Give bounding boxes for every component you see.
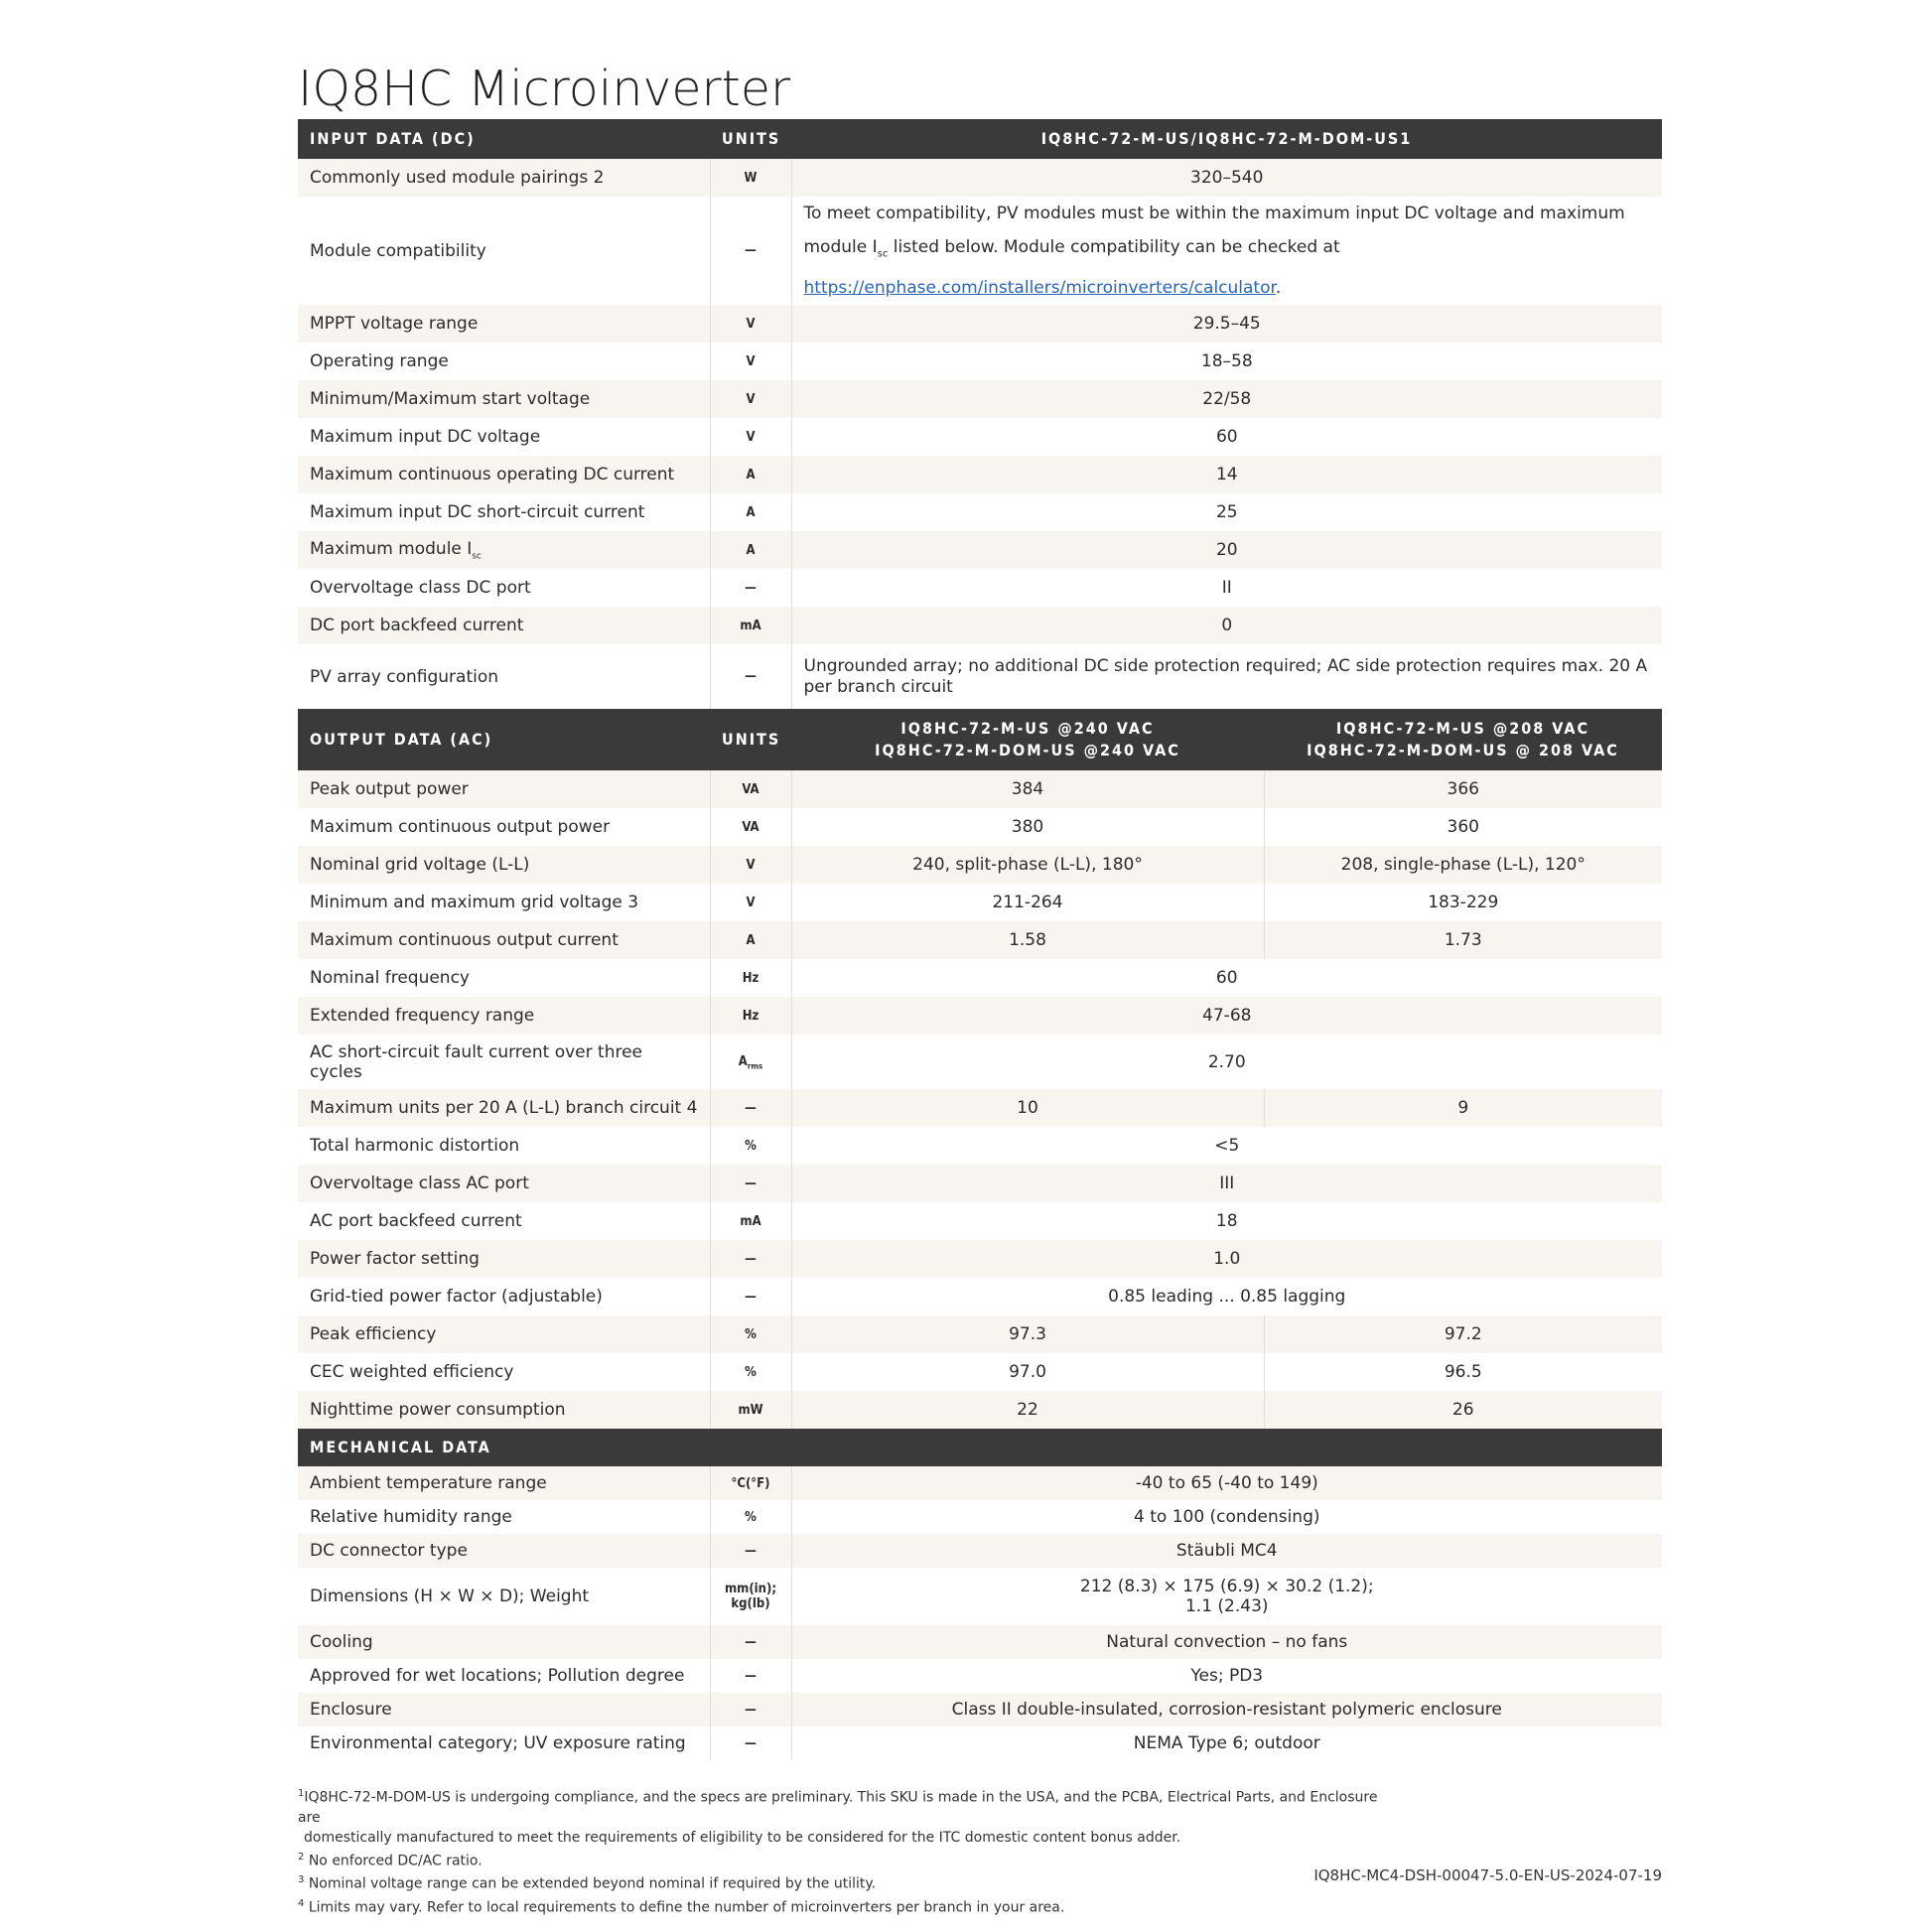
input-header-units: UNITS — [710, 119, 791, 159]
row-unit-text: — — [745, 1251, 757, 1267]
table-row — [298, 1625, 1662, 1659]
footnote-2: $^2$ No enforced DC/AC ratio. — [298, 1851, 483, 1869]
row-label — [298, 159, 710, 197]
row-unit-text: — — [745, 1702, 757, 1718]
row-label-text: DC port backfeed current — [310, 616, 524, 636]
row-value-text: -40 to 65 (-40 to 149) — [1135, 1473, 1318, 1494]
row-unit — [710, 1625, 791, 1659]
table-row — [298, 305, 1662, 343]
row-unit — [710, 1534, 791, 1568]
row-value-240: 384 — [791, 770, 1264, 808]
row-label-text: Maximum continuous operating DC current — [310, 465, 675, 485]
row-value — [791, 1726, 1662, 1760]
page-title: IQ8HC Microinverter — [298, 61, 791, 117]
row-value-240: 97.0 — [791, 1353, 1264, 1391]
table-row — [298, 884, 1662, 921]
row-unit-text: — — [745, 1100, 757, 1116]
row-unit: W — [710, 159, 791, 197]
row-label — [298, 305, 710, 343]
input-data-table — [298, 119, 1662, 709]
row-unit: — — [710, 644, 791, 709]
row-label: CEC weighted efficiency — [298, 1353, 710, 1391]
row-unit — [710, 884, 791, 921]
row-value-208: 183-229 — [1264, 884, 1662, 921]
output-header-208 — [1264, 709, 1662, 770]
row-value — [791, 1659, 1662, 1693]
output-header-240-line2: IQ8HC-72-M-DOM-US @240 VAC — [875, 741, 1180, 760]
row-unit — [710, 1035, 791, 1089]
row-unit — [710, 1089, 791, 1127]
row-value-text: Yes; PD3 — [1190, 1666, 1264, 1687]
table-row — [298, 1035, 1662, 1089]
table-row — [298, 1353, 1662, 1391]
row-unit — [710, 1165, 791, 1202]
row-unit — [710, 1353, 791, 1391]
table-row — [298, 197, 1662, 305]
row-unit-text: mW — [738, 1402, 763, 1418]
footnote-1: $^1$IQ8HC-72-M-DOM-US is undergoing compliance, and the specs are preliminary. This SKU is made in the USA, and the PCBA, Electrical Parts, and Enclosure are domestically manufactured to meet the requirements of eligibility to be considered for the ITC domestic content bonus adder. — [298, 1788, 1378, 1846]
input-header-label: INPUT DATA (DC) — [298, 119, 710, 159]
row-label — [298, 197, 710, 305]
output-data-table — [298, 709, 1662, 1429]
row-value — [791, 1534, 1662, 1568]
row-unit-text: % — [745, 1326, 757, 1342]
row-value-text-2: 1.1 (2.43) — [1184, 1596, 1269, 1617]
row-unit: A — [710, 456, 791, 493]
row-label — [298, 418, 710, 456]
table-row — [298, 921, 1662, 959]
output-header-units: UNITS — [710, 709, 791, 770]
row-unit-text: Hz — [742, 970, 759, 986]
footnote-3: $^3$ Nominal voltage range can be extended beyond nominal if required by the utility. — [298, 1874, 877, 1892]
row-value-208: 360 — [1264, 808, 1662, 846]
table-row — [298, 1127, 1662, 1165]
row-value — [791, 1500, 1662, 1534]
row-unit-text-2: kg(lb) — [731, 1596, 770, 1612]
table-row — [298, 1466, 1662, 1500]
row-unit — [710, 1315, 791, 1353]
row-unit — [710, 1391, 791, 1429]
table-row — [298, 569, 1662, 607]
row-unit-text: VA — [742, 819, 759, 835]
row-value: 60 — [791, 418, 1662, 456]
row-value-sub: sc — [877, 248, 889, 260]
row-label: Relative humidity range — [298, 1500, 710, 1534]
row-unit-text: % — [745, 1364, 757, 1380]
output-header-240 — [791, 709, 1264, 770]
table-row — [298, 1568, 1662, 1625]
row-value-208: 97.2 — [1264, 1315, 1662, 1353]
row-unit-text: V — [746, 895, 756, 910]
row-value: 18 — [791, 1202, 1662, 1240]
row-value-208: 1.73 — [1264, 921, 1662, 959]
row-unit — [710, 1278, 791, 1315]
row-unit: — — [710, 197, 791, 305]
row-unit — [710, 1127, 791, 1165]
row-label: Environmental category; UV exposure rating — [298, 1726, 710, 1760]
row-label: Power factor setting — [298, 1240, 710, 1278]
row-label-text: Module compatibility — [310, 240, 486, 261]
row-unit-text: Hz — [742, 1008, 759, 1024]
row-value-208: 26 — [1264, 1391, 1662, 1429]
row-value: 60 — [791, 959, 1662, 997]
table-row — [298, 343, 1662, 380]
row-value: II — [791, 569, 1662, 607]
row-value: 22/58 — [791, 380, 1662, 418]
row-value-text: To meet compatibility, PV modules must be within the maximum input DC voltage and maximum module I — [803, 204, 1625, 257]
row-unit: V — [710, 343, 791, 380]
row-unit-text: — — [745, 1289, 757, 1305]
row-unit — [710, 1202, 791, 1240]
row-label: Maximum continuous output current — [298, 921, 710, 959]
datasheet-page — [298, 60, 1662, 1760]
footnotes — [298, 1784, 1390, 1918]
row-value-240: 240, split-phase (L-L), 180° — [791, 846, 1264, 884]
row-label: Enclosure — [298, 1693, 710, 1726]
row-label: Nominal frequency — [298, 959, 710, 997]
row-unit-text: °C(°F) — [731, 1475, 770, 1491]
row-unit-text: — — [745, 1634, 757, 1650]
row-unit — [710, 1500, 791, 1534]
row-label-text: Maximum input DC short-circuit current — [310, 502, 645, 523]
row-value: 1.0 — [791, 1240, 1662, 1278]
row-label: Overvoltage class AC port — [298, 1165, 710, 1202]
row-unit-text: A — [746, 932, 756, 948]
row-value — [791, 1693, 1662, 1726]
table-row — [298, 1534, 1662, 1568]
table-row — [298, 418, 1662, 456]
row-value-text: Natural convection – no fans — [1106, 1632, 1348, 1653]
row-unit-text: % — [745, 1509, 757, 1525]
row-label — [298, 569, 710, 607]
row-label — [298, 607, 710, 644]
row-unit — [710, 1726, 791, 1760]
row-label: DC connector type — [298, 1534, 710, 1568]
table-row — [298, 1165, 1662, 1202]
row-unit: V — [710, 305, 791, 343]
row-value-text: 212 (8.3) × 175 (6.9) × 30.2 (1.2); — [1079, 1577, 1374, 1597]
table-row — [298, 493, 1662, 531]
table-row — [298, 1315, 1662, 1353]
document-id: IQ8HC-MC4-DSH-00047-5.0-EN-US-2024-07-19 — [1313, 1866, 1662, 1884]
row-value: 20 — [791, 531, 1662, 569]
row-value-text: Stäubli MC4 — [1175, 1541, 1278, 1562]
row-label-text: Maximum module I — [310, 539, 473, 560]
row-label: Nighttime power consumption — [298, 1391, 710, 1429]
table-row — [298, 1500, 1662, 1534]
row-value — [791, 1466, 1662, 1500]
output-header-208-line2: IQ8HC-72-M-DOM-US @ 208 VAC — [1307, 741, 1619, 760]
table-row — [298, 770, 1662, 808]
table-row — [298, 959, 1662, 997]
row-value-240: 10 — [791, 1089, 1264, 1127]
table-row — [298, 1391, 1662, 1429]
row-label: AC short-circuit fault current over three cycles — [298, 1035, 710, 1089]
row-value: 29.5–45 — [791, 305, 1662, 343]
row-unit-text: V — [746, 857, 756, 873]
row-unit-text: mA — [740, 1213, 761, 1229]
row-unit — [710, 1466, 791, 1500]
table-row — [298, 1202, 1662, 1240]
table-row — [298, 997, 1662, 1035]
row-unit-text: — — [745, 1175, 757, 1191]
row-unit — [710, 921, 791, 959]
table-row — [298, 808, 1662, 846]
table-row — [298, 456, 1662, 493]
row-label: Total harmonic distortion — [298, 1127, 710, 1165]
row-label: Cooling — [298, 1625, 710, 1659]
row-unit — [710, 770, 791, 808]
table-row — [298, 644, 1662, 709]
row-unit — [710, 1568, 791, 1625]
row-label — [298, 493, 710, 531]
row-unit — [710, 808, 791, 846]
row-value-240: 97.3 — [791, 1315, 1264, 1353]
row-unit-text: mm(in); — [724, 1582, 777, 1597]
row-label: Extended frequency range — [298, 997, 710, 1035]
row-value: <5 — [791, 1127, 1662, 1165]
row-value: 320–540 — [791, 159, 1662, 197]
row-label — [298, 380, 710, 418]
row-label: Maximum continuous output power — [298, 808, 710, 846]
row-label-text: Minimum/Maximum start voltage — [310, 389, 591, 410]
row-label-sub: sc — [472, 551, 482, 562]
output-header-208-line1: IQ8HC-72-M-US @208 VAC — [1335, 719, 1590, 739]
table-row — [298, 380, 1662, 418]
table-row — [298, 846, 1662, 884]
table-row — [298, 1726, 1662, 1760]
row-label-text: Overvoltage class DC port — [310, 578, 531, 599]
row-unit — [710, 846, 791, 884]
row-value-text: Class II double-insulated, corrosion-resistant polymeric enclosure — [951, 1700, 1502, 1721]
row-label: Peak output power — [298, 770, 710, 808]
row-value — [791, 1568, 1662, 1625]
row-value: 18–58 — [791, 343, 1662, 380]
row-unit: mA — [710, 607, 791, 644]
row-value: 0 — [791, 607, 1662, 644]
row-unit — [710, 997, 791, 1035]
row-label-text: Commonly used module pairings 2 — [310, 168, 605, 188]
row-value: Ungrounded array; no additional DC side protection required; AC side protection requires max. 20 A per branch circuit — [791, 644, 1662, 709]
row-value: 0.85 leading ... 0.85 lagging — [791, 1278, 1662, 1315]
row-value: 2.70 — [791, 1035, 1662, 1089]
row-label: Peak efficiency — [298, 1315, 710, 1353]
row-value: III — [791, 1165, 1662, 1202]
row-label: Minimum and maximum grid voltage 3 — [298, 884, 710, 921]
row-value-text: 4 to 100 (condensing) — [1134, 1507, 1320, 1528]
table-row — [298, 607, 1662, 644]
row-unit-sub: rms — [747, 1061, 763, 1071]
row-value — [791, 1625, 1662, 1659]
row-value-cont: listed below. Module compatibility can be checked at — [888, 237, 1340, 257]
row-unit — [710, 1693, 791, 1726]
row-unit: A — [710, 531, 791, 569]
row-label: Dimensions (H × W × D); Weight — [298, 1568, 710, 1625]
table-row — [298, 1693, 1662, 1726]
row-value — [791, 197, 1662, 305]
row-label — [298, 456, 710, 493]
table-row — [298, 1240, 1662, 1278]
row-label-text: Operating range — [310, 351, 449, 372]
row-label-text: MPPT voltage range — [310, 314, 479, 335]
row-value: 47-68 — [791, 997, 1662, 1035]
row-value: 25 — [791, 493, 1662, 531]
row-unit: — — [710, 569, 791, 607]
row-value-208: 9 — [1264, 1089, 1662, 1127]
table-row — [298, 1089, 1662, 1127]
row-unit — [710, 1240, 791, 1278]
footnote-4: $^4$ Limits may vary. Refer to local requirements to define the number of microinverters per branch in your area. — [298, 1897, 1065, 1916]
row-value-208: 208, single-phase (L-L), 120° — [1264, 846, 1662, 884]
row-unit-text: — — [745, 1543, 757, 1559]
table-row — [298, 531, 1662, 569]
row-value-240: 22 — [791, 1391, 1264, 1429]
row-label — [298, 644, 710, 709]
table-row — [298, 1659, 1662, 1693]
row-unit — [710, 959, 791, 997]
row-label-text: PV array configuration — [310, 666, 499, 687]
mechanical-header-label: MECHANICAL DATA — [298, 1429, 1662, 1466]
row-unit-text: — — [745, 1668, 757, 1684]
row-unit-text: A — [738, 1053, 748, 1069]
row-label — [298, 343, 710, 380]
output-header-label: OUTPUT DATA (AC) — [298, 709, 710, 770]
input-header-model: IQ8HC-72-M-US/IQ8HC-72-M-DOM-US1 — [791, 119, 1662, 159]
row-unit — [710, 1659, 791, 1693]
row-unit-text: % — [745, 1138, 757, 1154]
row-value-240: 1.58 — [791, 921, 1264, 959]
output-header-240-line1: IQ8HC-72-M-US @240 VAC — [900, 719, 1155, 739]
row-label: Nominal grid voltage (L-L) — [298, 846, 710, 884]
row-unit-text: — — [745, 1735, 757, 1751]
table-row — [298, 159, 1662, 197]
table-row — [298, 1278, 1662, 1315]
row-label: AC port backfeed current — [298, 1202, 710, 1240]
row-label: Ambient temperature range — [298, 1466, 710, 1500]
row-label — [298, 531, 710, 569]
row-value-240: 380 — [791, 808, 1264, 846]
row-value-end: . — [1275, 278, 1282, 299]
row-value-208: 366 — [1264, 770, 1662, 808]
row-unit-text: VA — [742, 781, 759, 797]
row-label: Grid-tied power factor (adjustable) — [298, 1278, 710, 1315]
row-unit: V — [710, 418, 791, 456]
row-unit: V — [710, 380, 791, 418]
row-unit: A — [710, 493, 791, 531]
calculator-link[interactable]: https://enphase.com/installers/microinverters/calculator — [803, 278, 1276, 299]
row-value-text: NEMA Type 6; outdoor — [1133, 1733, 1320, 1754]
row-value-240: 211-264 — [791, 884, 1264, 921]
row-label-text: Maximum input DC voltage — [310, 427, 541, 448]
row-value-208: 96.5 — [1264, 1353, 1662, 1391]
row-label: Approved for wet locations; Pollution degree — [298, 1659, 710, 1693]
mechanical-data-table — [298, 1429, 1662, 1760]
row-label: Maximum units per 20 A (L-L) branch circuit 4 — [298, 1089, 710, 1127]
row-value: 14 — [791, 456, 1662, 493]
